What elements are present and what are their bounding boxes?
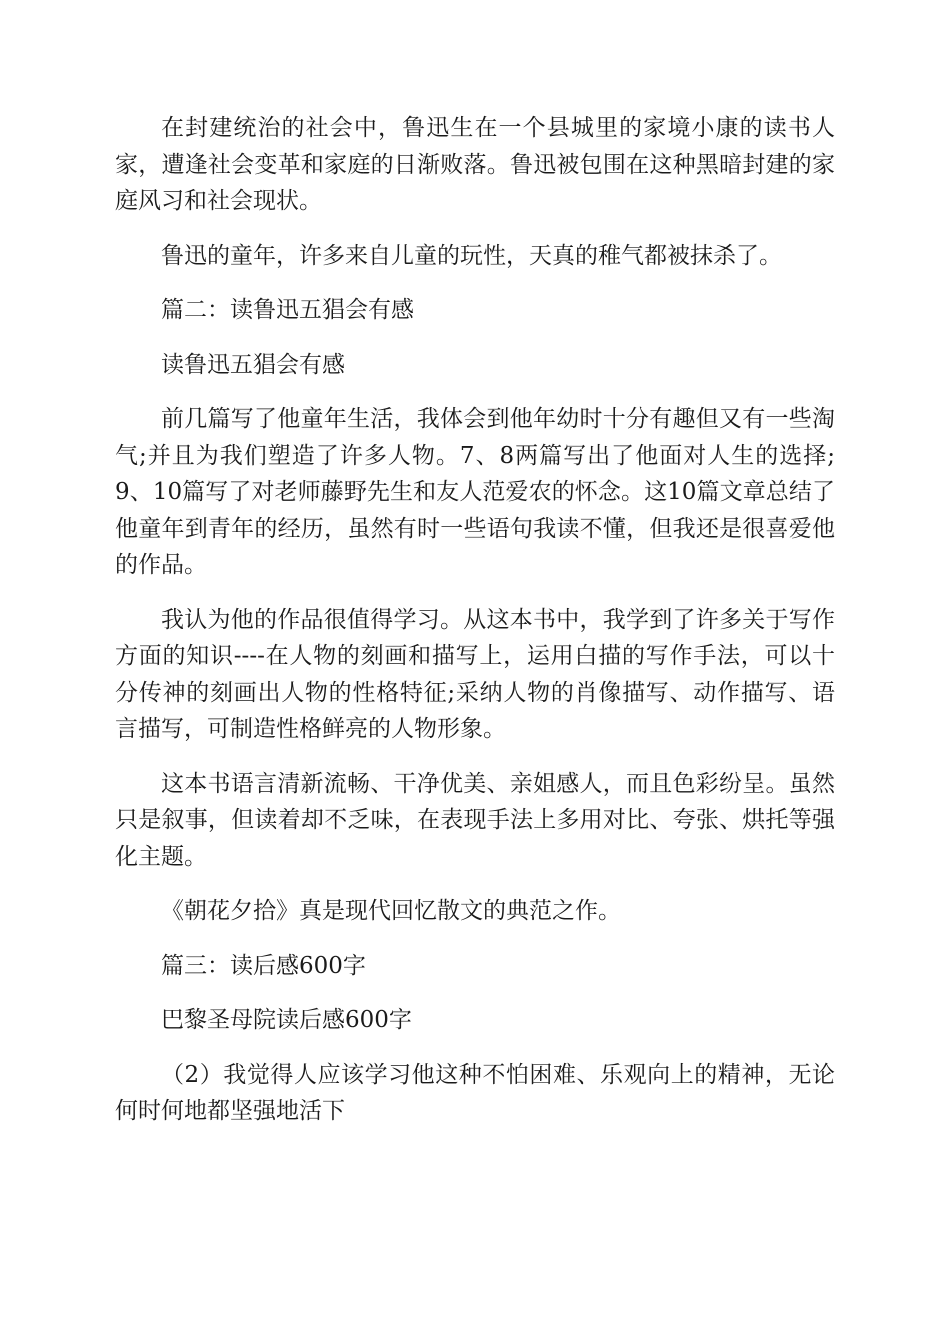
paragraph-7: （2）我觉得人应该学习他这种不怕困难、乐观向上的精神，无论何时何地都坚强地活下 <box>115 1061 835 1124</box>
paragraph-6: 《朝花夕拾》真是现代回忆散文的典范之作。 <box>161 898 621 924</box>
document-page <box>115 110 835 1148</box>
article-title-2: 读鲁迅五猖会有感 <box>161 351 345 378</box>
section-heading-2: 篇二：读鲁迅五猖会有感 <box>161 297 414 323</box>
article-title-3: 巴黎圣母院读后感600字 <box>161 1007 412 1033</box>
paragraph-4: 我认为他的作品很值得学习。从这本书中，我学到了许多关于写作方面的知识----在人物的刻画和描写上，运用白描的写作手法，可以十分传神的刻画出人物的性格特征;采纳人物的肖像描写、动作描写、语言描写，可制造性格鲜亮的人物形象。 <box>115 606 835 742</box>
paragraph-1: 在封建统治的社会中，鲁迅生在一个县城里的家境小康的读书人家，遭逢社会变革和家庭的日渐败落。鲁迅被包围在这种黑暗封建的家庭风习和社会现状。 <box>115 115 835 214</box>
paragraph-5: 这本书语言清新流畅、干净优美、亲姐感人，而且色彩纷呈。虽然只是叙事，但读着却不乏味，在表现手法上多用对比、夸张、烘托等强化主题。 <box>115 770 835 870</box>
paragraph-2: 鲁迅的童年，许多来自儿童的玩性，天真的稚气都被抹杀了。 <box>161 242 782 269</box>
paragraph-3: 前几篇写了他童年生活，我体会到他年幼时十分有趣但又有一些淘气;并且为我们塑造了许多人物。7、8两篇写出了他面对人生的选择;9、10篇写了对老师藤野先生和友人范爱农的怀念。这10篇文章总结了他童年到青年的经历，虽然有时一些语句我读不懂，但我还是很喜爱他的作品。 <box>115 406 835 578</box>
section-heading-3: 篇三：读后感600字 <box>161 952 366 979</box>
